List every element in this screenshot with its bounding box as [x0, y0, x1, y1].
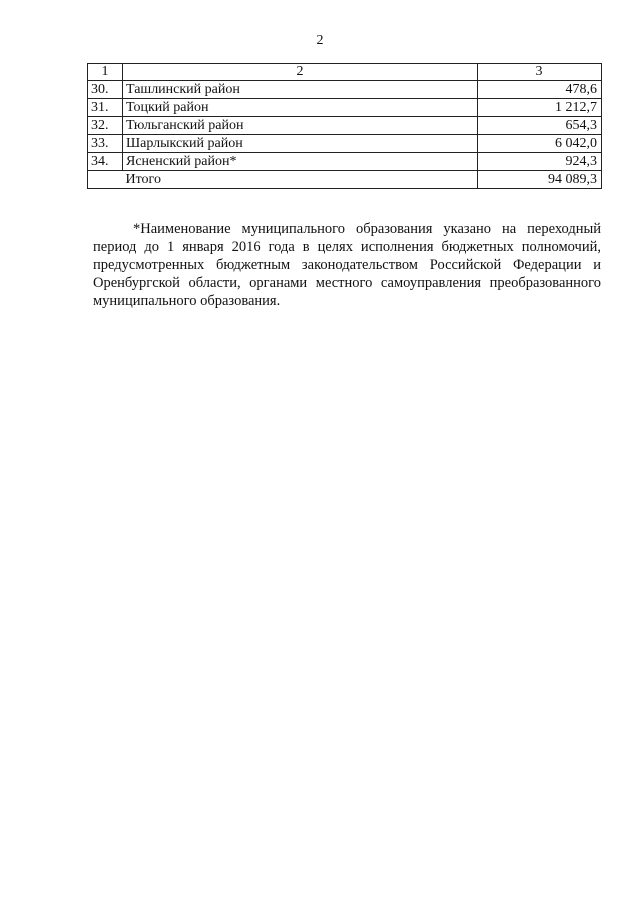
row-district-name: Ясненский район*: [123, 153, 478, 171]
row-value: 6 042,0: [478, 135, 602, 153]
row-number: 31.: [88, 99, 123, 117]
total-number-cell: [88, 171, 123, 189]
row-district-name: Тюльганский район: [123, 117, 478, 135]
row-number: 33.: [88, 135, 123, 153]
column-header-number: 1: [88, 64, 123, 81]
table-row: [88, 135, 602, 153]
row-value: 654,3: [478, 117, 602, 135]
page-number: 2: [316, 33, 324, 48]
table-row: [88, 153, 602, 171]
footnote: *Наименование муниципального образования указано на переходный период до 1 января 2016 года в целях исполнения бюджетных полномочий, предусмотренных бюджетным законодательством Российской Федерации и Оренбургской области, органами местного самоуправления преобразованного муниципального образования.: [93, 220, 601, 309]
row-number: 30.: [88, 81, 123, 99]
row-value: 1 212,7: [478, 99, 602, 117]
row-number: 32.: [88, 117, 123, 135]
table-total-row: [88, 171, 602, 189]
total-label: Итого: [123, 171, 478, 189]
table-row: [88, 117, 602, 135]
table-row: [88, 99, 602, 117]
row-district-name: Тоцкий район: [123, 99, 478, 117]
row-number: 34.: [88, 153, 123, 171]
column-header-value: 3: [478, 64, 602, 81]
table-row: [88, 81, 602, 99]
row-value: 478,6: [478, 81, 602, 99]
total-value: 94 089,3: [478, 171, 602, 189]
budget-table: [87, 63, 602, 189]
row-value: 924,3: [478, 153, 602, 171]
table-header-row: [88, 64, 602, 81]
row-district-name: Ташлинский район: [123, 81, 478, 99]
row-district-name: Шарлыкский район: [123, 135, 478, 153]
column-header-name: 2: [123, 64, 478, 81]
